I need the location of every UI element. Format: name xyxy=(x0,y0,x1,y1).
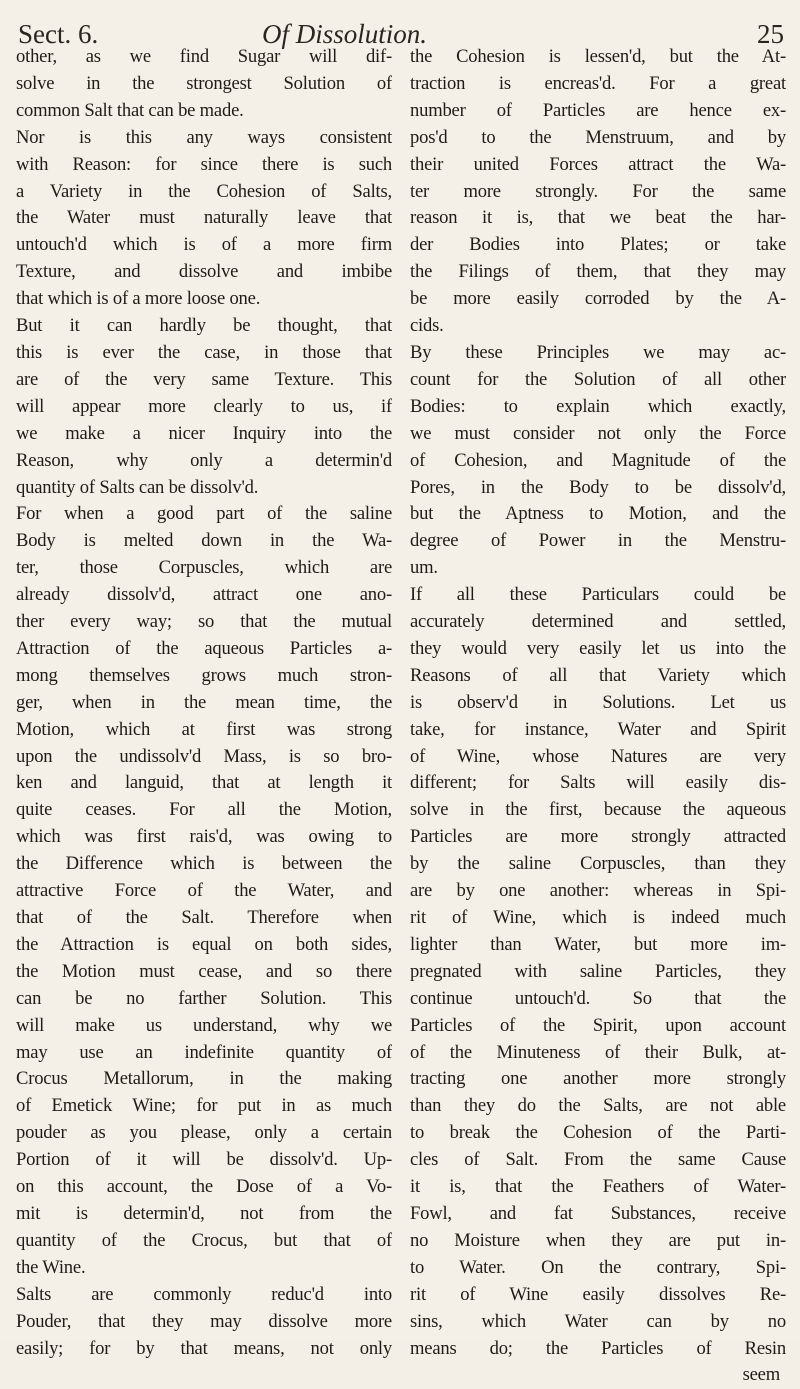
text-line: mit is determin'd, not from the xyxy=(16,1202,392,1224)
text-line: the Motion must cease, and so there xyxy=(16,960,392,982)
text-line: Texture, and dissolve and imbibe xyxy=(16,261,392,283)
text-line: Fowl, and fat Substances, receive xyxy=(410,1202,786,1224)
text-line: Bodies: to explain which exactly, xyxy=(410,395,786,417)
text-line: are by one another: whereas in Spi- xyxy=(410,880,786,902)
text-line: the Filings of them, that they may xyxy=(410,261,786,283)
text-columns xyxy=(16,44,786,1386)
text-line: is observ'd in Solutions. Let us xyxy=(410,691,786,713)
text-line: For when a good part of the saline xyxy=(16,503,392,525)
text-line: the Cohesion is lessen'd, but the At- xyxy=(410,46,786,67)
text-line: means do; the Particles of Resin xyxy=(410,1337,786,1359)
text-line: Salts are commonly reduc'd into xyxy=(16,1283,392,1305)
text-line: are of the very same Texture. This xyxy=(16,368,392,390)
text-line: traction is encreas'd. For a great xyxy=(410,72,786,94)
text-line: quantity of Salts can be dissolv'd. xyxy=(16,476,259,498)
text-line: no Moisture when they are put in- xyxy=(410,1229,786,1251)
text-line: By these Principles we may ac- xyxy=(410,341,786,363)
text-line: Portion of it will be dissolv'd. Up- xyxy=(16,1149,392,1171)
text-line: reason it is, that we beat the har- xyxy=(410,207,786,229)
section-label: Sect. 6. xyxy=(18,19,99,49)
text-line: this is ever the case, in those that xyxy=(16,341,392,363)
text-line: Reason, why only a determin'd xyxy=(16,449,392,471)
text-line: will make us understand, why we xyxy=(16,1014,392,1036)
text-line: be more easily corroded by the A- xyxy=(410,288,786,310)
text-line: continue untouch'd. So that the xyxy=(410,987,786,1009)
text-line: that which is of a more loose one. xyxy=(16,288,261,310)
text-line: Pores, in the Body to be dissolv'd, xyxy=(410,476,786,498)
text-line: quantity of the Crocus, but that of xyxy=(16,1229,392,1251)
text-line: ther every way; so that the mutual xyxy=(16,611,392,633)
text-line: than they do the Salts, are not able xyxy=(410,1095,786,1117)
text-line: it is, that the Feathers of Water- xyxy=(410,1176,786,1198)
text-line: of Wine, whose Natures are very xyxy=(410,745,786,767)
text-line: If all these Particulars could be xyxy=(410,584,786,606)
text-line: of the Minuteness of their Bulk, at- xyxy=(410,1041,786,1063)
text-line: they would very easily let us into the xyxy=(410,637,786,659)
text-line: on this account, the Dose of a Vo- xyxy=(16,1176,392,1198)
text-line: Nor is this any ways consistent xyxy=(16,126,392,148)
text-line: mong themselves grows much stron- xyxy=(16,664,392,686)
text-line: different; for Salts will easily dis- xyxy=(410,772,786,794)
text-line: Attraction of the aqueous Particles a- xyxy=(16,637,392,659)
text-line: will appear more clearly to us, if xyxy=(16,395,392,417)
text-line: can be no farther Solution. This xyxy=(16,987,392,1009)
text-line: the Wine. xyxy=(16,1256,86,1278)
text-line: pouder as you please, only a certain xyxy=(16,1122,392,1144)
text-line: accurately determined and settled, xyxy=(410,611,786,633)
text-line: a Variety in the Cohesion of Salts, xyxy=(16,180,392,202)
text-line: untouch'd which is of a more firm xyxy=(16,234,392,256)
text-line: quite ceases. For all the Motion, xyxy=(16,799,392,821)
text-line: ter, those Corpuscles, which are xyxy=(16,557,392,579)
text-line: easily; for by that means, not only xyxy=(16,1337,392,1359)
page-number: 25 xyxy=(757,19,784,49)
text-line: to break the Cohesion of the Parti- xyxy=(410,1122,786,1144)
text-line: rit of Wine easily dissolves Re- xyxy=(410,1283,786,1305)
text-line: the Difference which is between the xyxy=(16,853,392,875)
text-line: pos'd to the Menstruum, and by xyxy=(410,126,786,148)
text-line: lighter than Water, but more im- xyxy=(410,933,786,955)
text-line: upon the undissolv'd Mass, is so bro- xyxy=(16,745,392,767)
text-line: we must consider not only the Force xyxy=(410,422,786,444)
text-line: common Salt that can be made. xyxy=(16,99,244,121)
text-line: take, for instance, Water and Spirit xyxy=(410,718,786,740)
catchword: seem xyxy=(742,1364,780,1386)
text-line: already dissolv'd, attract one ano- xyxy=(16,584,392,606)
text-line: tracting one another more strongly xyxy=(410,1068,786,1090)
text-line: ter more strongly. For the same xyxy=(410,180,786,202)
right-column xyxy=(410,44,786,1389)
text-line: Motion, which at first was strong xyxy=(16,718,392,740)
text-line: ken and languid, that at length it xyxy=(16,772,392,794)
text-line: of Emetick Wine; for put in as much xyxy=(16,1095,392,1117)
text-line: Particles of the Spirit, upon account xyxy=(410,1014,786,1036)
text-line: Crocus Metallorum, in the making xyxy=(16,1068,392,1090)
text-line: cles of Salt. From the same Cause xyxy=(410,1149,786,1171)
text-line: that of the Salt. Therefore when xyxy=(16,907,392,928)
text-line: der Bodies into Plates; or take xyxy=(410,234,786,256)
text-line: pregnated with saline Particles, they xyxy=(410,960,786,982)
text-line: to Water. On the contrary, Spi- xyxy=(410,1256,786,1278)
text-line: ger, when in the mean time, the xyxy=(16,691,392,713)
text-line: number of Particles are hence ex- xyxy=(410,99,786,121)
text-line: Pouder, that they may dissolve more xyxy=(16,1310,392,1332)
text-line: cids. xyxy=(410,315,444,337)
running-title: Of Dissolution. xyxy=(262,19,428,49)
text-line: by the saline Corpuscles, than they xyxy=(410,853,786,875)
text-line: But it can hardly be thought, that xyxy=(16,315,392,337)
text-line: we make a nicer Inquiry into the xyxy=(16,422,392,444)
text-line: Reasons of all that Variety which xyxy=(410,664,786,686)
text-line: the Attraction is equal on both sides, xyxy=(16,933,392,955)
text-line: Body is melted down in the Wa- xyxy=(16,530,392,552)
text-line: the Water must naturally leave that xyxy=(16,207,392,229)
text-line: which was first rais'd, was owing to xyxy=(16,826,392,848)
text-line: solve in the first, because the aqueous xyxy=(410,799,786,821)
text-line: Particles are more strongly attracted xyxy=(410,826,786,848)
text-line: um. xyxy=(410,557,438,579)
text-line: their united Forces attract the Wa- xyxy=(410,153,786,175)
text-line: other, as we find Sugar will dif- xyxy=(16,46,392,67)
text-line: rit of Wine, which is indeed much xyxy=(410,907,786,928)
text-line: degree of Power in the Menstru- xyxy=(410,530,786,552)
text-line: but the Aptness to Motion, and the xyxy=(410,503,786,525)
left-column xyxy=(16,44,392,1362)
text-line: solve in the strongest Solution of xyxy=(16,72,392,94)
text-line: may use an indefinite quantity of xyxy=(16,1041,392,1063)
text-line: count for the Solution of all other xyxy=(410,368,786,390)
text-line: with Reason: for since there is such xyxy=(16,153,392,175)
text-line: of Cohesion, and Magnitude of the xyxy=(410,449,786,471)
text-line: attractive Force of the Water, and xyxy=(16,880,392,902)
text-line: sins, which Water can by no xyxy=(410,1310,786,1332)
